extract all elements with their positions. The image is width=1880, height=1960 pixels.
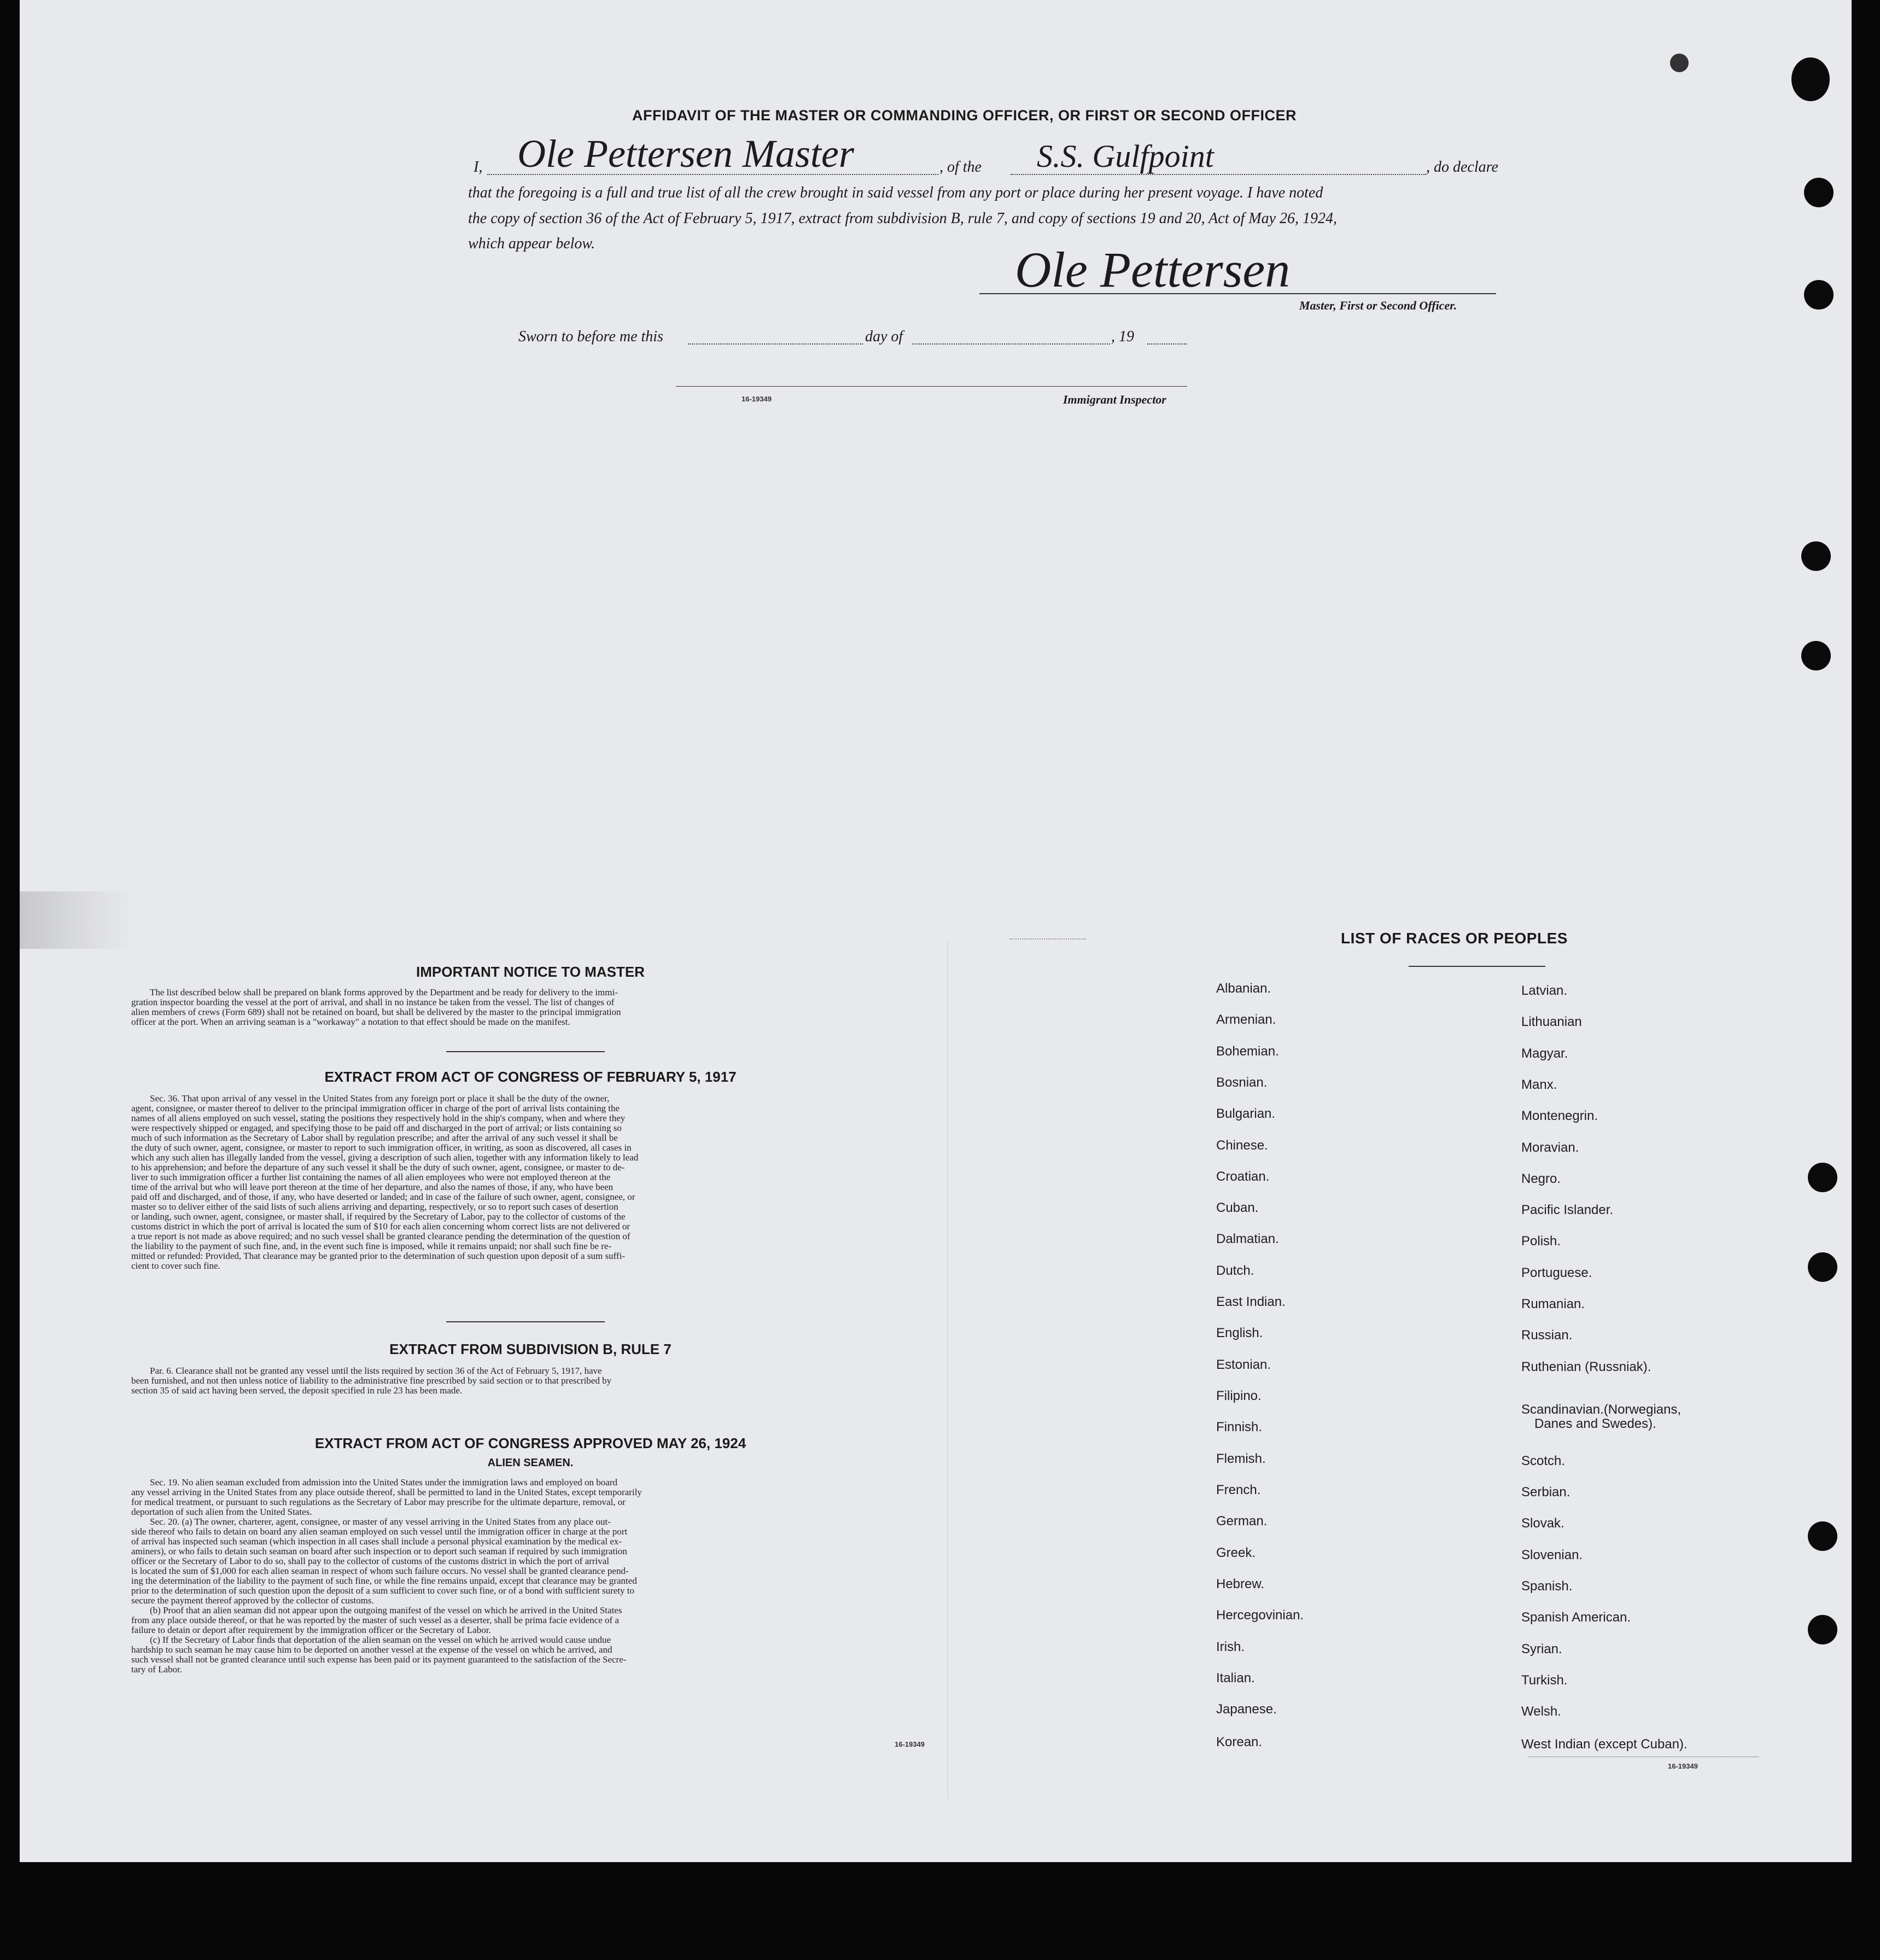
- race-left: Bohemian.: [1216, 1044, 1279, 1059]
- race-right: Serbian.: [1521, 1485, 1570, 1500]
- race-left: Italian.: [1216, 1671, 1255, 1685]
- act-1924-body: [131, 1478, 930, 1675]
- act-1924-line: aminers), or who fails to detain such seaman on board after such inspection or to deport such seaman if required by such immigration: [131, 1546, 627, 1556]
- rule-7-body: [131, 1366, 930, 1396]
- ink-speck: [1670, 54, 1689, 72]
- rule-7-title: EXTRACT FROM SUBDIVISION B, RULE 7: [389, 1341, 672, 1357]
- fold-line: [947, 941, 948, 1799]
- race-right: West Indian (except Cuban).: [1521, 1737, 1688, 1752]
- sworn-year-line: [1147, 343, 1187, 345]
- race-right: Pacific Islander.: [1521, 1203, 1614, 1217]
- race-left: Greek.: [1216, 1545, 1256, 1560]
- act-1917-line: agent, consignee, or master thereof to deliver to the principal immigration officer in charge of the port of arrival lists containing the: [131, 1103, 620, 1113]
- act-1924-subtitle: ALIEN SEAMEN.: [487, 1457, 574, 1469]
- race-left: Flemish.: [1216, 1451, 1266, 1466]
- act-1924-line: is located the sum of $1,000 for each alien seaman in respect of whom such failure occurs. No vessel shall be granted clearance pend-: [131, 1566, 629, 1576]
- race-left: Hercegovinian.: [1216, 1608, 1304, 1623]
- act-1917-line: or landing, such owner, agent, consignee, or master shall, if required by the Secretary of Labor, pay to the collector of customs of the: [131, 1211, 626, 1222]
- race-right: Danes and Swedes).: [1534, 1416, 1656, 1431]
- inspector-caption: Immigrant Inspector: [1063, 393, 1166, 406]
- affidavit-title: AFFIDAVIT OF THE MASTER OR COMMANDING OFFICER, OR FIRST OR SECOND OFFICER: [632, 107, 1297, 124]
- race-right: Magyar.: [1521, 1046, 1568, 1061]
- act-1924-form-number: 16-19349: [895, 1740, 925, 1748]
- affidavit-form-number: 16-19349: [742, 395, 772, 403]
- declaration-line-3: the copy of section 36 of the Act of February 5, 1917, extract from subdivision B, rule 7, and copy of sections 19 and 20, Act of May 26, 1924,: [468, 210, 1338, 227]
- race-left: Irish.: [1216, 1640, 1245, 1654]
- act-1924-line: ing the determination of the liability to the payment of such fine, or while the fine remains unpaid, except that clearance may be granted: [131, 1576, 637, 1586]
- scan-smudge: [20, 891, 135, 949]
- act-1917-line: liver to such immigration officer a further list containing the names of all alien employees who were not employed thereon at the: [131, 1172, 611, 1182]
- act-1924-line: Sec. 20. (a) The owner, charterer, agent, consignee, or master of any vessel arriving in the United States from any place out-: [150, 1516, 611, 1527]
- signature-caption: Master, First or Second Officer.: [1299, 299, 1457, 312]
- punch-hole: [1804, 178, 1834, 207]
- act-1917-line: master so to deliver either of the said lists of such aliens arriving and departing, respectively, or so to report such cases of desertion: [131, 1201, 618, 1212]
- act-1917-line: mitted or refunded: Provided, That clearance may be granted prior to the determination of such question upon deposit of a sum suffi-: [131, 1251, 625, 1261]
- act-1924-line: prior to the determination of such question upon the deposit of a sum sufficient to cover such fine, or of a bond with sufficient surety to: [131, 1585, 635, 1596]
- race-left: Hebrew.: [1216, 1577, 1265, 1591]
- race-right: Scandinavian.(Norwegians,: [1521, 1402, 1682, 1417]
- act-1924-line: of arrival has inspected such seaman (which inspection in all cases shall include a personal physical examination by the medical ex-: [131, 1536, 622, 1547]
- race-left: French.: [1216, 1483, 1261, 1497]
- punch-hole: [1801, 641, 1831, 670]
- race-left: East Indian.: [1216, 1294, 1286, 1309]
- race-right: Moravian.: [1521, 1140, 1579, 1155]
- notice-line: The list described below shall be prepared on blank forms approved by the Department and be ready for delivery to the immi-: [150, 987, 618, 998]
- declaration-line-2: that the foregoing is a full and true list of all the crew brought in said vessel from any port or place during her present voyage. I have noted: [468, 184, 1323, 201]
- act-1924-title: EXTRACT FROM ACT OF CONGRESS APPROVED MAY 26, 1924: [314, 1435, 746, 1451]
- race-left: Dutch.: [1216, 1263, 1254, 1278]
- race-left: Japanese.: [1216, 1702, 1277, 1717]
- races-form-number: 16-19349: [1668, 1762, 1698, 1770]
- declaration-line-4: which appear below.: [468, 235, 595, 252]
- act-1924-line: Sec. 19. No alien seaman excluded from admission into the United States under the immigration laws and employed on board: [150, 1477, 617, 1488]
- act-1924-line: (b) Proof that an alien seaman did not appear upon the outgoing manifest of the vessel on which he arrived in the United States: [150, 1605, 622, 1615]
- act-1917-line: were respectively shipped or engaged, and specifying those to be paid off and discharged in the port of arrival; or lists containing so: [131, 1123, 622, 1133]
- race-right: Turkish.: [1521, 1673, 1568, 1688]
- race-left: English.: [1216, 1326, 1263, 1340]
- race-right: Slovenian.: [1521, 1548, 1583, 1562]
- act-1917-line: Sec. 36. That upon arrival of any vessel in the United States from any foreign port or place it shall be the duty of the owner,: [150, 1093, 610, 1104]
- act-1924-line: side thereof who fails to detain on board any alien seaman employed on such vessel until the immigration officer in charge at the port: [131, 1526, 628, 1537]
- race-right: Russian.: [1521, 1328, 1573, 1343]
- punch-hole: [1801, 541, 1831, 571]
- race-right: Spanish.: [1521, 1579, 1573, 1594]
- act-1924-line: hardship to such seaman he may cause him to be deported on another vessel at the expense of the vessel on which he arrived, and: [131, 1644, 612, 1655]
- race-right: Portuguese.: [1521, 1265, 1592, 1280]
- act-1924-line: (c) If the Secretary of Labor finds that deportation of the alien seaman on the vessel on which he arrived would cause undue: [150, 1635, 611, 1645]
- act-1924-line: tary of Labor.: [131, 1664, 182, 1675]
- sworn-day-label: day of: [865, 328, 903, 345]
- act-1917-line: paid off and discharged, and of those, if any, who have deserted or landed; and in case of the failure of such owner, agent, consignee, or: [131, 1192, 635, 1202]
- signature-line: [979, 293, 1496, 294]
- race-right: Rumanian.: [1521, 1297, 1585, 1311]
- declaration-suffix: , do declare: [1426, 159, 1498, 176]
- rule-7-line: been furnished, and not then unless notice of liability to the administrative fine prescribed by said section or to that prescribed by: [131, 1375, 612, 1386]
- race-right: Manx.: [1521, 1077, 1557, 1092]
- race-left: Croatian.: [1216, 1169, 1270, 1184]
- race-left: Bosnian.: [1216, 1075, 1268, 1090]
- master-name-handwritten: Ole Pettersen Master: [517, 132, 854, 176]
- rule-7-line: section 35 of said act having been served, the deposit specified in rule 23 has been made.: [131, 1385, 463, 1396]
- races-title: LIST OF RACES OR PEOPLES: [1341, 930, 1568, 947]
- notice-title: IMPORTANT NOTICE TO MASTER: [416, 964, 645, 980]
- race-right: Spanish American.: [1521, 1610, 1631, 1625]
- act-1917-title: EXTRACT FROM ACT OF CONGRESS OF FEBRUARY 5, 1917: [324, 1069, 737, 1085]
- sworn-year-label: , 19: [1111, 328, 1134, 345]
- act-1924-line: officer or the Secretary of Labor to do so, shall pay to the collector of customs of the customs district in which the port of arrival: [131, 1556, 609, 1566]
- race-left: Filipino.: [1216, 1389, 1262, 1403]
- race-left: Cuban.: [1216, 1200, 1259, 1215]
- race-right: Polish.: [1521, 1234, 1561, 1249]
- race-left: Korean.: [1216, 1735, 1263, 1749]
- inspector-signature-line: [676, 386, 1187, 387]
- act-1917-line: cient to cover such fine.: [131, 1261, 220, 1271]
- punch-hole: [1808, 1163, 1837, 1192]
- notice-line: officer at the port. When an arriving seaman is a "workaway" a notation to that effect should be made on the manifest.: [131, 1017, 570, 1027]
- notice-body: [131, 988, 930, 1027]
- race-right: Slovak.: [1521, 1516, 1564, 1531]
- act-1917-line: the liability to the payment of such fine, and, in the event such fine is imposed, while it remains unpaid; nor shall such fine be re-: [131, 1241, 612, 1251]
- race-left: Bulgarian.: [1216, 1106, 1276, 1121]
- punch-hole: [1791, 57, 1830, 101]
- race-right: Scotch.: [1521, 1454, 1566, 1468]
- declaration-of-the: , of the: [939, 159, 982, 176]
- notice-line: alien members of crews (Form 689) shall not be retained on board, but shall be delivered by the master to the principal immigration: [131, 1007, 621, 1017]
- document-page: [20, 0, 1852, 1862]
- punch-hole: [1808, 1615, 1837, 1644]
- sworn-day-line: [688, 343, 863, 345]
- act-1917-line: time of the arrival but who will leave port thereon at the time of her departure, and also the names of those, if any, who have been: [131, 1182, 614, 1192]
- race-right: Syrian.: [1521, 1642, 1562, 1656]
- race-right: Lithuanian: [1521, 1014, 1582, 1029]
- race-left: German.: [1216, 1514, 1268, 1529]
- race-right: Montenegrin.: [1521, 1109, 1598, 1123]
- act-1917-body: [131, 1094, 930, 1271]
- punch-hole: [1808, 1521, 1837, 1551]
- sworn-month-line: [912, 343, 1110, 345]
- act-1917-line: the duty of such owner, agent, consignee, or master to report to such immigration officer, in writing, as soon as discovered, all cases in: [131, 1142, 632, 1153]
- rule-7-line: Par. 6. Clearance shall not be granted any vessel until the lists required by section 36 of the Act of February 5, 1917, have: [150, 1366, 602, 1376]
- act-1917-line: much of such information as the Secretary of Labor shall by regulation prescribe; and after the arrival of any such vessel it shall be: [131, 1133, 618, 1143]
- act-1924-line: such vessel shall not be granted clearance until such expense has been paid or its payment guaranteed to the satisfaction of the Secre-: [131, 1654, 627, 1665]
- notice-line: gration inspector boarding the vessel at the port of arrival, and shall in no instance be taken from the vessel. The list of changes of: [131, 997, 615, 1007]
- race-right: Welsh.: [1521, 1704, 1561, 1719]
- act-1917-line: customs district in which the port of arrival is located the sum of $10 for each alien concerning whom correct lists are not delivered or: [131, 1221, 630, 1232]
- race-left: Albanian.: [1216, 981, 1271, 996]
- section-divider: [446, 1321, 605, 1322]
- race-left: Dalmatian.: [1216, 1232, 1279, 1246]
- punch-hole: [1804, 280, 1834, 310]
- act-1917-line: to his apprehension; and before the departure of any such vessel it shall be the duty of such owner, agent, consignee, or master to de-: [131, 1162, 625, 1172]
- race-left: Chinese.: [1216, 1138, 1268, 1153]
- race-right: Negro.: [1521, 1171, 1561, 1186]
- race-right: Ruthenian (Russniak).: [1521, 1360, 1651, 1374]
- act-1924-line: from any place outside thereof, or that he was reported by the master of such vessel as a deserter, shall be prima facie evidence of a: [131, 1615, 619, 1625]
- act-1917-line: which any such alien has illegally landed from the vessel, giving a description of such alien, together with any information likely to lead: [131, 1152, 639, 1163]
- punch-hole: [1808, 1252, 1837, 1282]
- race-left: Armenian.: [1216, 1012, 1276, 1027]
- race-right: Latvian.: [1521, 983, 1568, 998]
- act-1924-line: for medical treatment, or pursuant to such regulations as the Secretary of Labor may prescribe for the ultimate departure, removal, or: [131, 1497, 626, 1507]
- act-1924-line: failure to detain or deport after requirement by the immigration officer or the Secretary of Labor.: [131, 1625, 491, 1635]
- race-left: Estonian.: [1216, 1357, 1271, 1372]
- fold-dots: [1009, 938, 1086, 940]
- sworn-prefix: Sworn to before me this: [518, 328, 663, 345]
- act-1917-line: a true report is not made as above required; and no such vessel shall be granted clearance pending the determination of the question of: [131, 1231, 630, 1241]
- race-left: Finnish.: [1216, 1420, 1263, 1434]
- declaration-prefix: I,: [474, 159, 483, 176]
- section-divider: [446, 1051, 605, 1052]
- races-title-rule: [1409, 966, 1545, 967]
- signature-handwritten: Ole Pettersen: [1015, 242, 1291, 298]
- act-1924-line: any vessel arriving in the United States from any place outside thereof, shall be permitted to land in the United States, except temporarily: [131, 1487, 642, 1497]
- vessel-name-handwritten: S.S. Gulfpoint: [1037, 138, 1214, 174]
- act-1917-line: names of all aliens employed on such vessel, stating the positions they respectively hold in the ship's company, when and where they: [131, 1113, 626, 1123]
- act-1924-line: secure the payment thereof approved by the collector of customs.: [131, 1595, 374, 1606]
- act-1924-line: deportation of such alien from the United States.: [131, 1507, 312, 1517]
